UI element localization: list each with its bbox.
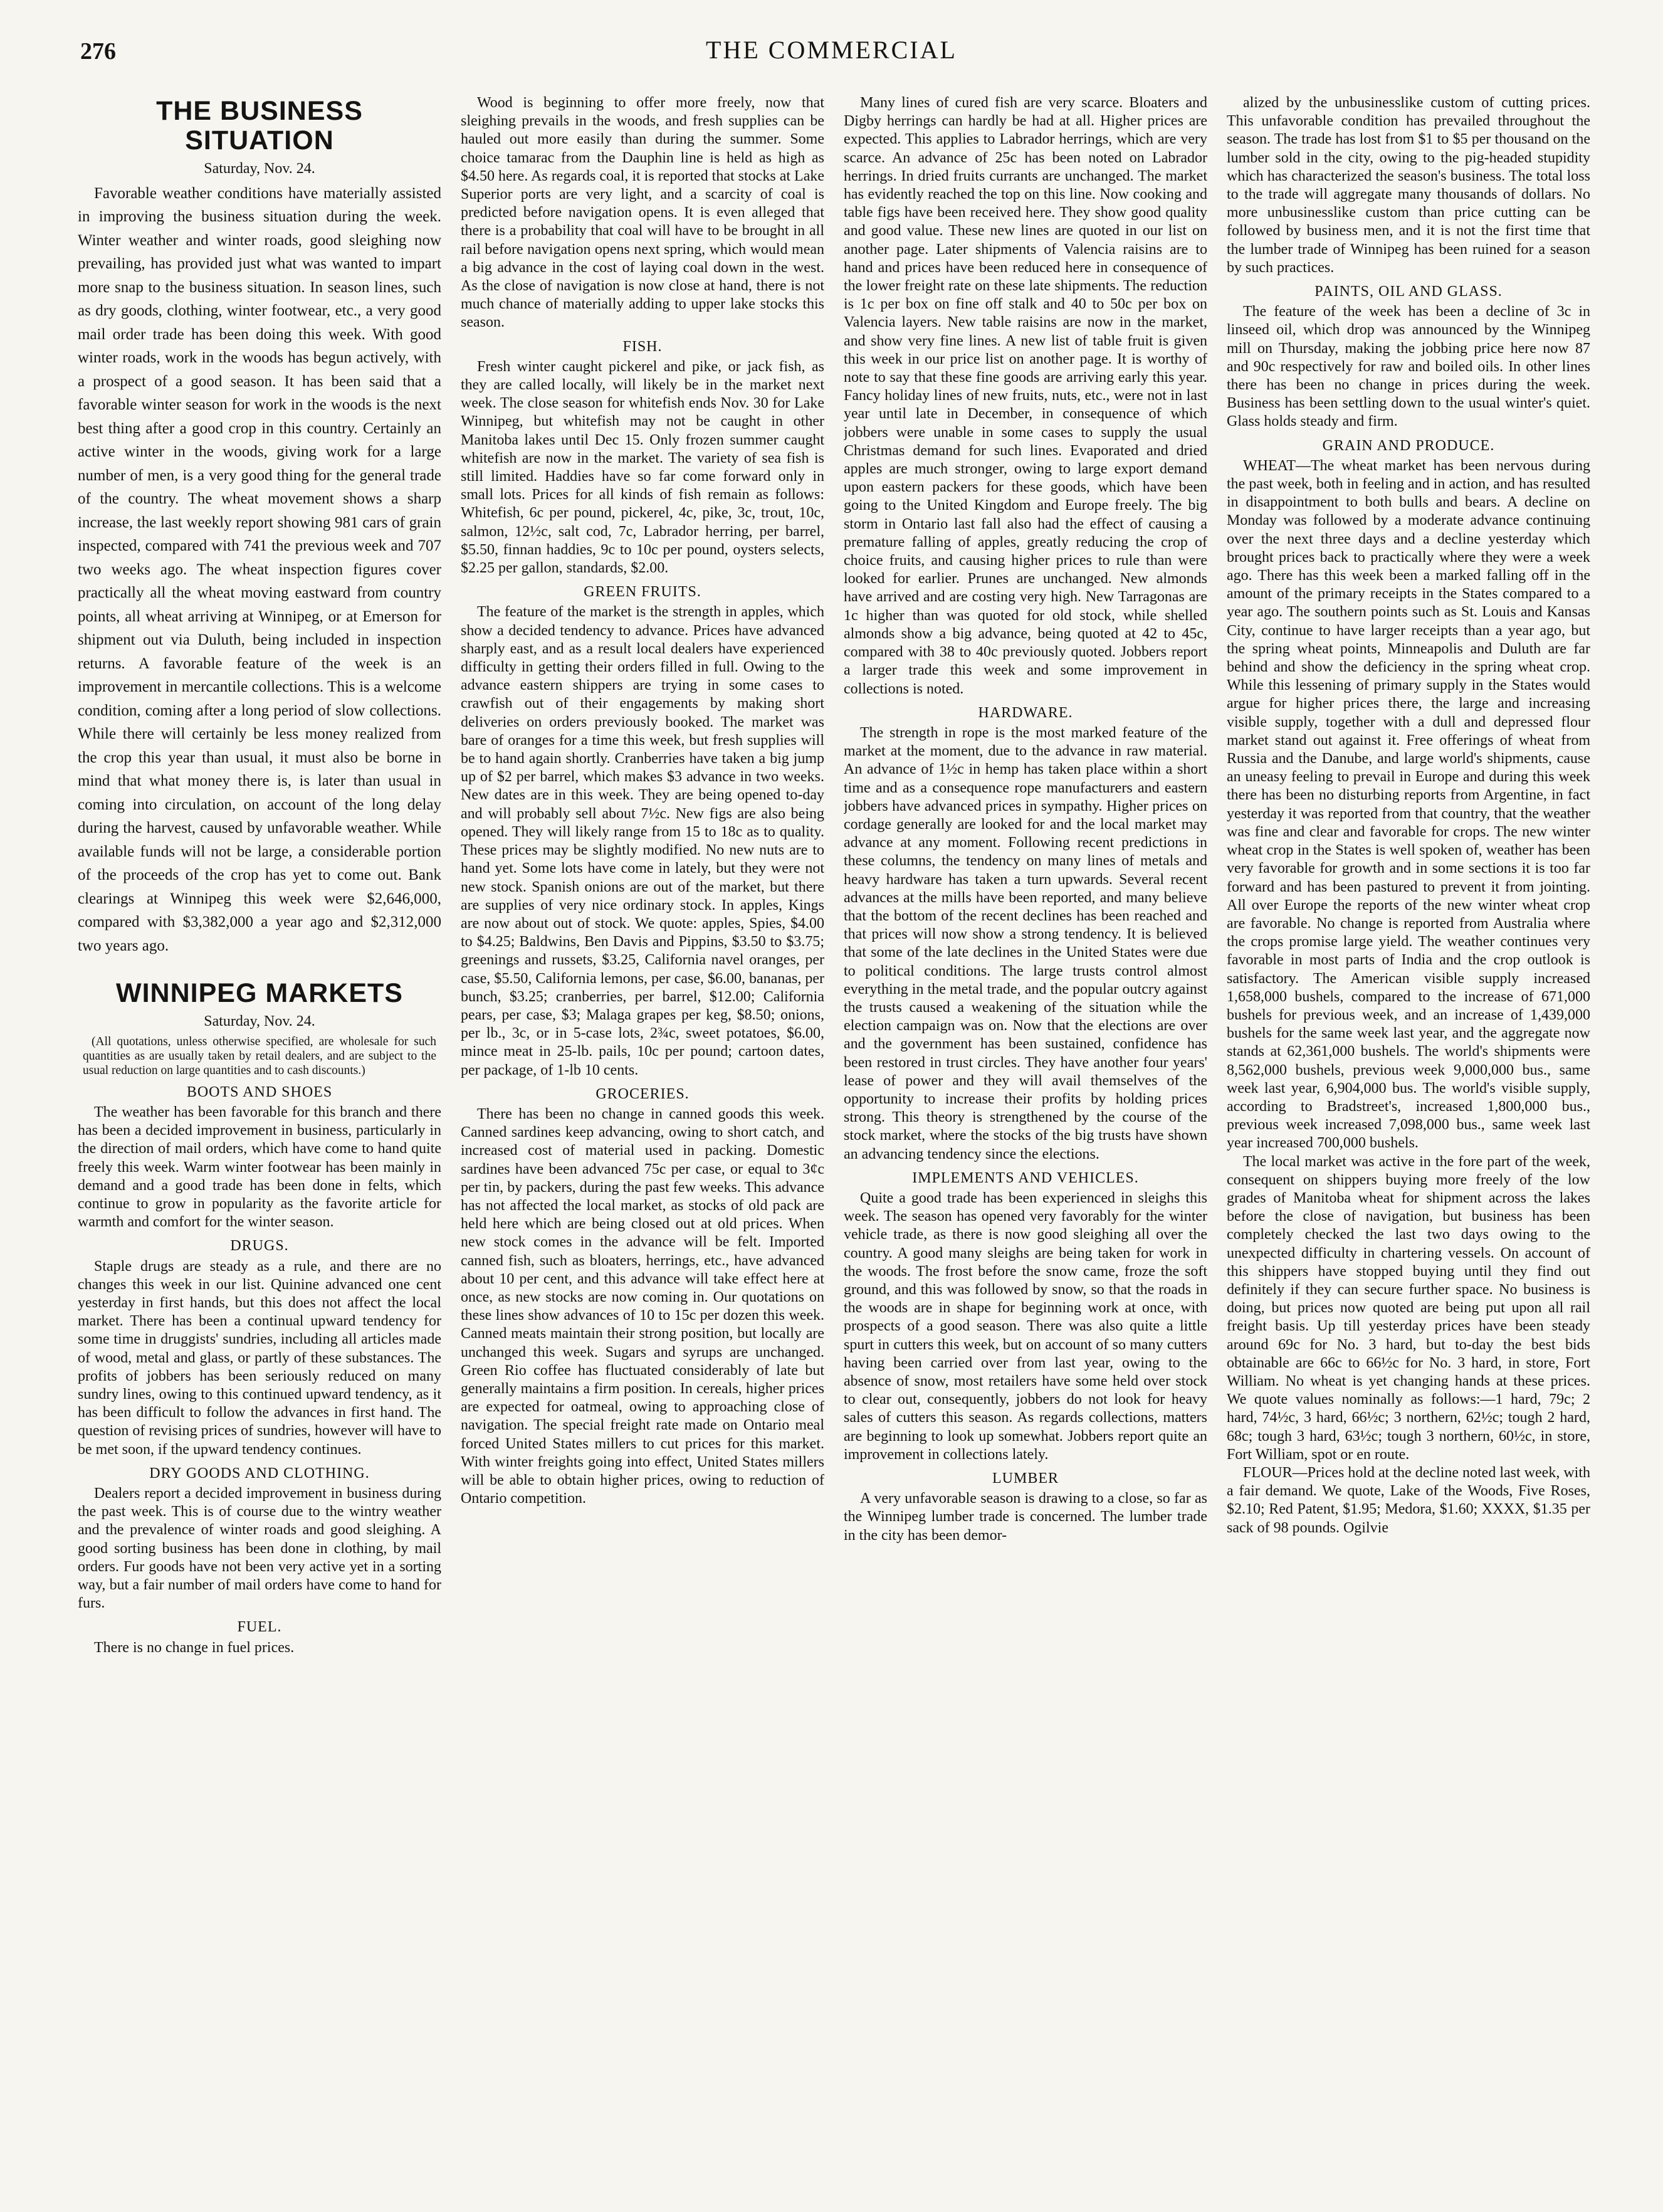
quotation-note: (All quotations, unless otherwise specified, are wholesale for such quantities as are usually taken by retail dealers, and are subject to the usual reduction on large quantities and to cash discounts.): [83, 1035, 436, 1077]
page-number: 276: [80, 38, 116, 65]
subsection-heading: GRAIN AND PRODUCE.: [1322, 437, 1495, 454]
subsection-heading: DRY GOODS AND CLOTHING.: [149, 1465, 370, 1482]
subsection-heading: HARDWARE.: [978, 704, 1073, 721]
article-paragraph: The local market was active in the fore part of the week, consequent on shippers buying more freely of the low grades of Manitoba wheat for shipment across the lakes before the close of navigation, but business has been completely checked the last two days owing to the unexpected difficulty in chartering vessels. On account of this shippers have stopped buying until they find out definitely if they can secure further space. No business is doing, but prices now quoted are being put upon all rail freight basis. Up till yesterday prices have been steady around 69c for No. 3 hard, but to-day the best bids obtainable are 66c to 66½c for No. 3 hard, in store, Fort William. No wheat is yet changing hands at these prices. We quote values nominally as follows:—1 hard, 79c; 2 hard, 74½c, 3 hard, 66½c; 3 northern, 62½c; tough 2 hard, 68c; tough 3 hard, 63½c; tough 3 northern, 60½c, in store, Fort William, spot or en route.: [1227, 1153, 1590, 1463]
article-paragraph: Wood is beginning to offer more freely, now that sleighing prevails in the woods, and fresh supplies can be hauled out more easily than during the summer. Some choice tamarac from the Dauphin line is held as high as $4.50 here. As regards coal, it is reported that stocks at Lake Superior ports are very light, and a scarcity of coal is predicted before navigation opens. It is even alleged that there is a probability that coal will have to be brought in all rail before navigation opens next spring, which would mean a big advance in the cost of laying coal down in the west. As the close of navigation is now close at hand, there is not much chance of materially adding to upper lake stocks this season.: [461, 95, 824, 331]
article-paragraph: The feature of the week has been a decline of 3c in linseed oil, which drop was announced by the Winnipeg mill on Thursday, making the jobbing price here now 87 and 90c respectively for raw and boiled oils. In other lines there has been no change in prices during the week. Business has been settling down to the usual winter's quiet. Glass holds steady and firm.: [1227, 303, 1590, 430]
article-paragraph: alized by the unbusinesslike custom of cutting prices. This unfavorable condition has prevailed throughout the season. The trade has lost from $1 to $5 per thousand on the lumber sold in the city, owing to the pig-headed stupidity which has characterized the season's business. The total loss to the trade will aggregate many thousands of dollars. No more unbusinesslike custom than price cutting can be followed by business men, and it is not the first time that the lumber trade of Winnipeg has been ruined for a season by such practices.: [1227, 95, 1590, 276]
article-paragraph: Fresh winter caught pickerel and pike, or jack fish, as they are called locally, will likely be in the market next week. The close season for whitefish ends Nov. 30 for Lake Winnipeg, but whitefish may not be caught in other Manitoba lakes until Dec 15. Only frozen summer caught whitefish are now in the market. The variety of sea fish is still limited. Haddies have so far come forward only in small lots. Prices for all kinds of fish remain as follows: Whitefish, 6c per pound, pickerel, 4c, pike, 3c, trout, 10c, salmon, 12½c, salt cod, 7c, Labrador herring, per barrel, $5.50, finnan haddies, 9c to 10c per pound, oysters selects, $2.25 per gallon, standards, $2.00.: [461, 358, 824, 577]
subsection-heading: FISH.: [622, 338, 663, 355]
article-paragraph: WHEAT—The wheat market has been nervous during the past week, both in feeling and in action, and has resulted in disappointment to both bulls and bears. A decline on Monday was followed by a moderate advance continuing over the next three days and a decline yesterday which brought prices back to practically where they were a week ago. There has this week been a marked falling off in the amount of the primary receipts in the States compared to a year ago. The southern points such as St. Louis and Kansas City, continue to have larger receipts than a year ago, but the spring wheat points, Minneapolis and Duluth are far behind and show the deficiency in the spring wheat crop. While this lessening of primary supply in the States would argue for higher prices there, the large and increasing visible supply, together with a dull and depressed flour market stand out against it. Free offerings of wheat from Russia and the Danube, and large world's shipments, cause an uneasy feeling to prevail in Europe and during this week there has been no disturbing reports from Argentine, in fact yesterday it was reported from that country, that the weather was fine and clear and favorable for crops. The new winter wheat crop in the States is well spoken of, weather has been very favorable for growth and in some sections it is too far forward and has been pastured to prevent it from jointing. All over Europe the reports of the new winter wheat crop are favorable. No change is reported from Australia where the crops promise large yield. The weather continues very favorable in most parts of India and the crop outlook is satisfactory. The American visible supply increased 1,658,000 bushels, compared to the increase of 671,000 bushels for previous week, and an increase of 1,439,000 bushels for the same week last year, and the aggregate now stands at 62,361,000 bushels. The world's shipments were 8,562,000 bushels, previous week 9,000,000 bus., same week last year, 6,904,000 bus. The world's visible supply, according to Bradstreet's, increased 1,800,000 bus., previous week increased 7,098,000 bus., same week last year increased 700,000 bushels.: [1227, 457, 1590, 1152]
article-paragraph: Many lines of cured fish are very scarce. Bloaters and Digby herrings can hardly be had at all. Higher prices are expected. This applies to Labrador herrings, which are very scarce. An advance of 25c has been noted on Labrador herrings. In dried fruits currants are unchanged. The market has evidently reached the top on this line. Now cooking and table figs have been received here. They show good quality and good value. These new lines are quoted in our list on another page. Later shipments of Valencia raisins are to hand and prices have been reduced here in consequence of the lower freight rate on these late shipments. The reduction is 1c per box on fine off stalk and 40 to 50c per box on Valencia layers. New table raisins are now in the market, and show very fine lines. A new list of table fruit is given this week in our price list on another page. It is worthy of note to say that these fine goods are arriving early this year. Fancy holiday lines of new fruits, nuts, etc., were not in last year until late in December, in consequence of which jobbers were unable in some cases to supply the usual Christmas demand for such lines. Evaporated and dried apples are much stronger, owing to large export demand upon eastern packers for these goods, which have been going to the United Kingdom and Europe freely. The big storm in Ontario last fall also had the effect of causing a premature falling of apples, greatly reducing the crop of choice fruits, and causing higher prices to rule than were looked for earlier. Prunes are unchanged. New almonds have arrived and are costing very high. New Tarragonas are 1c higher than was quoted for old stock, while shelled almonds show a big advance, being quoted at 42 to 45c, compared with 38 to 40c previously quoted. Jobbers report a larger trade this week and some improvement in collections is noted.: [844, 95, 1207, 697]
subsection-heading: LUMBER: [992, 1470, 1059, 1487]
article-paragraph: There has been no change in canned goods this week. Canned sardines keep advancing, owing to short catch, and increased cost of material used in packing. Domestic sardines have been advanced 75c per case, or equal to 3¢c per tin, by packers, during the past few weeks. This advance has not affected the local market, as stocks of old pack are held here which are being closed out at old prices. When new stock comes in the advance will be felt. Imported canned fish, such as bloaters, herrings, etc., have advanced about 10 per cent, and this advance will take effect here at once, as new stocks are now coming in. Our quotations on these lines show advances of 10 to 15c per dozen this week. Canned meats maintain their strong position, but locally are unchanged this week. Sugars and syrups are unchanged. Green Rio coffee has fluctuated considerably of late but generally maintains a firm position. In cereals, higher prices are expected for oatmeal, owing to approaching close of navigation. The special freight rate made on Ontario meal forced United States millers to cut prices for this market. With winter freights going into effect, United States millers will be able to obtain higher prices, owing to reduction of Ontario competition.: [461, 1105, 824, 1507]
section-headline: THE BUSINESS SITUATION: [156, 96, 363, 156]
subsection-heading: FUEL.: [237, 1619, 282, 1636]
article-paragraph: The strength in rope is the most marked feature of the market at the moment, due to the advance in raw material. An advance of 1½c in hemp has taken place within a short time and as a consequence rope manufacturers and eastern jobbers have advanced prices in sympathy. Higher prices on cordage generally are looked for and the local market may advance at any moment. Following recent predictions in these columns, the tendency on many lines of metals and heavy hardware has taken a turn upwards. Several recent advances at the mills have been reported, and many believe that the bottom of the recent declines has been reached and that prices will now show a strong tendency. It is believed that some of the late declines in the United States were due to political conditions. The large trusts control almost everything in the metal trade, and the popular outcry against the trusts caused a weakening of the situation while the election campaign was on. Now that the elections are over and the government has been sustained, confidence has been restored in trust circles. They have another four years' lease of power and they will avail themselves of the opportunity to increase their profits by holding prices strong. This theory is strengthened by the course of the stock market, where the stocks of the big trusts have shown an advancing tendency since the elections.: [844, 724, 1207, 1162]
subsection-heading: PAINTS, OIL AND GLASS.: [1314, 283, 1503, 300]
article-paragraph: There is no change in fuel prices.: [94, 1639, 295, 1656]
running-head: THE COMMERCIAL: [706, 36, 957, 64]
article-paragraph: Staple drugs are steady as a rule, and there are no changes this week in our list. Quinine advanced one cent yesterday in first hands, but this does not affect the local market. There has been a continual upward tendency for some time in druggists' sundries, including all articles made of wood, metal and glass, or partly of these substances. The profits of jobbers has been seriously reduced on many sundry lines, owing to this continued upward tendency, as it has been difficult to follow the advances in first hand. The question of revising prices of sundries, however will have to be met soon, if the upward tendency continues.: [78, 1258, 441, 1458]
column-1: [78, 94, 441, 2188]
article-paragraph: A very unfavorable season is drawing to a close, so far as the Winnipeg lumber trade is concerned. The lumber trade in the city has been demor-: [844, 1490, 1207, 1544]
article-paragraph: FLOUR—Prices hold at the decline noted last week, with a fair demand. We quote, Lake of the Woods, Five Roses, $2.10; Red Patent, $1.95; Medora, $1.60; XXXX, $1.35 per sack of 98 pounds. Ogilvie: [1227, 1465, 1590, 1536]
article-paragraph: Favorable weather conditions have materially assisted in improving the business situation during the week. Winter weather and winter roads, good sleighing now prevailing, has provided just what was wanted to impart more snap to the business situation. In season lines, such as dry goods, clothing, winter footwear, etc., a very good mail order trade has been doing this week. With good winter roads, work in the woods has begun actively, with a prospect of a good season. It has been said that a favorable winter season for work in the woods is the next best thing after a good crop in this country. Certainly an active winter in the woods, giving work for a large number of men, is a very good thing for the general trade of the country. The wheat movement shows a sharp increase, the last weekly report showing 981 cars of grain inspected, compared with 741 the previous week and 707 two weeks ago. The wheat inspection figures cover practically all the wheat moving eastward from country points, all wheat arriving at Winnipeg, or at Emerson for shipment out via Duluth, being included in inspection returns. A favorable feature of the week is an improvement in mercantile collections. This is a welcome condition, coming after a long period of slow collections. While there will certainly be less money realized from the crop this year than usual, it must also be borne in mind that what money there is, is later than usual in coming into circulation, on account of the long delay during the harvest, caused by unfavorable weather. While available funds will not be large, a considerable portion of the proceeds of the crop has yet to come out. Bank clearings at Winnipeg this week were $2,646,000, compared with $3,382,000 a year ago and $2,312,000 two years ago.: [78, 184, 441, 954]
section-headline: WINNIPEG MARKETS: [116, 978, 403, 1009]
article-paragraph: The feature of the market is the strength in apples, which show a decided tendency to advance. Prices have advanced sharply east, and as a result local dealers have experienced difficulty in getting their orders filled in full. Owing to the advance eastern shippers are trying in some cases to crawfish out of their engagements by making short deliveries on orders previously booked. The market was bare of oranges for a time this week, but fresh supplies will be to hand again shortly. Cranberries have taken a big jump up of $2 per barrel, which makes $3 advance in two weeks. New dates are in this week. They are being opened to-day and will probably sell about 7½c. New figs are also being opened. They will likely range from 15 to 18c as to quality. These prices may be slightly modified. No new nuts are to hand yet. Some lots have come in lately, but they were not new stock. Spanish onions are out of the market, but there are supplies of very nice ordinary stock. In apples, Kings are now about out of stock. We quote: apples, Spies, $4.00 to $4.25; Baldwins, Ben Davis and Pippins, $3.50 to $3.75; greenings and russets, $3.25, California navel oranges, per case, $5.50, California lemons, per case, $6.00, bananas, per bunch, $3.25; cranberries, per barrel, $12.00; California pears, per case, $3; Malaga grapes per keg, $8.50; onions, per lb., 3c, or in 5-case lots, 2¾c, sweet potatoes, $6.00, mince meat in 25-lb. pails, 10c per pound; cartoon dates, per package, of 1-lb 10 cents.: [461, 604, 824, 1078]
column-4: [1227, 94, 1590, 2188]
article-paragraph: Dealers report a decided improvement in business during the past week. This is of course due to the wintry weather and the prevalence of winter roads and good sleighing. A good sorting business has been done in clothing, by mail orders. Fur goods have not been very active yet in a sorting way, but a fair number of mail orders have come to hand for furs.: [78, 1485, 441, 1612]
subsection-heading: IMPLEMENTS AND VEHICLES.: [912, 1169, 1139, 1186]
article-paragraph: Quite a good trade has been experienced in sleighs this week. The season has opened very favorably for the winter vehicle trade, as there is now good sleighing all over the country. A good many sleighs are being taken for work in the woods. The frost before the snow came, froze the soft ground, and this was followed by snow, so that the roads in the woods are in shape for beginning work at once, with prospects of a good season. There was also quite a little spurt in cutters this week, but on account of so many cutters having been carried over from last year, owing to the absence of snow, most retailers have some held over stock to clear out, consequently, jobbers do not look for heavy sales of cutters this season. As regards collections, matters are beginning to look up somewhat. Jobbers report quite an improvement in collections lately.: [844, 1189, 1207, 1463]
subsection-heading: GREEN FRUITS.: [584, 584, 701, 601]
dateline: Saturday, Nov. 24.: [204, 1013, 315, 1030]
subsection-heading: BOOTS AND SHOES: [186, 1083, 333, 1100]
subsection-heading: DRUGS.: [230, 1238, 289, 1255]
column-2: [461, 94, 824, 2188]
article-paragraph: The weather has been favorable for this branch and there has been a decided improvement in business, particularly in the direction of mail orders, which have come to hand quite freely this week. Warm winter footwear has been mainly in demand and a good trade has been done in felts, which continue to grow in popularity as the favorite article for warmth and comfort for the winter season.: [78, 1103, 441, 1231]
column-3: [844, 94, 1207, 2188]
subsection-heading: GROCERIES.: [595, 1085, 690, 1102]
dateline: Saturday, Nov. 24.: [204, 160, 315, 177]
